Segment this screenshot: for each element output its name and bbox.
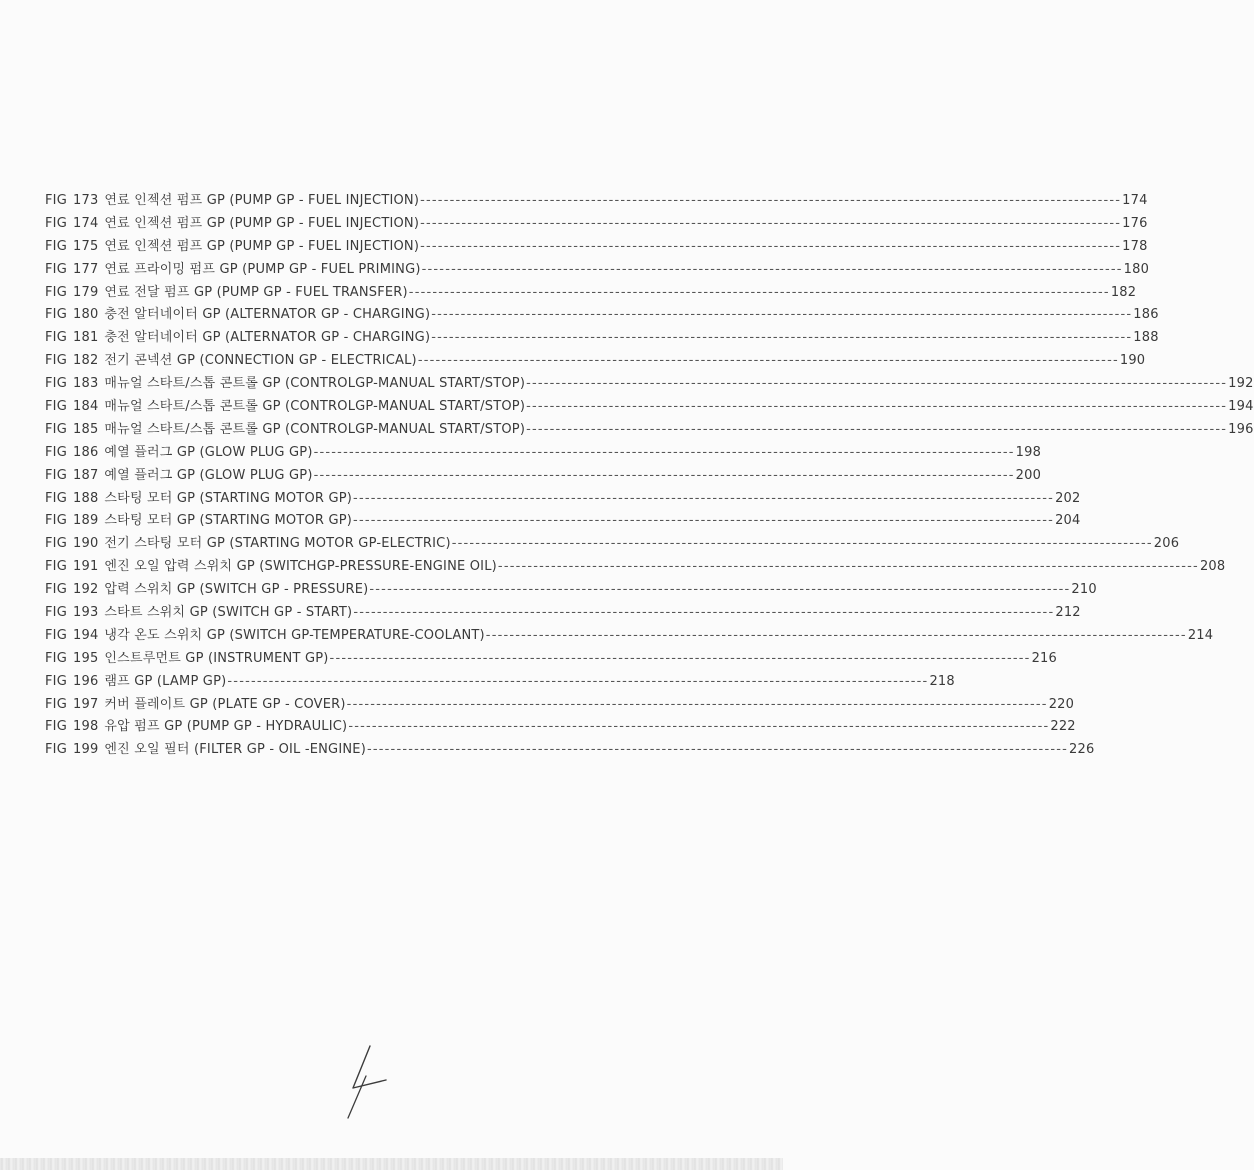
entry-title: 전기 스타팅 모터 GP (STARTING MOTOR GP-ELECTRIC) [104, 536, 451, 552]
entry-title: 냉각 온도 스위치 GP (SWITCH GP-TEMPERATURE-COOLANT) [104, 627, 485, 643]
toc-entry [45, 601, 1081, 624]
dot-leader [420, 216, 1121, 231]
figure-number: 187 [73, 467, 99, 483]
figure-number: 173 [73, 193, 99, 208]
figure-number: 199 [73, 742, 99, 758]
figure-label: FIG [45, 307, 67, 323]
entry-title: 유압 펌프 GP (PUMP GP - HYDRAULIC) [104, 719, 348, 735]
toc-entry [45, 349, 1146, 372]
toc-entry [45, 418, 1254, 441]
toc-entry [45, 738, 1095, 761]
figure-reference [45, 582, 104, 597]
dot-leader [452, 536, 1153, 551]
figure-number: 198 [73, 719, 99, 735]
toc-entry [45, 441, 1042, 464]
dot-leader [314, 445, 1015, 460]
entry-page-number: 186 [1133, 307, 1159, 323]
figure-label: FIG [45, 490, 67, 506]
dot-leader [353, 513, 1054, 528]
entry-title: 커버 플레이트 GP (PLATE GP - COVER) [104, 696, 346, 712]
entry-title: 스타팅 모터 GP (STARTING MOTOR GP) [104, 513, 353, 529]
toc-entry [45, 281, 1137, 304]
figure-number: 181 [73, 330, 99, 346]
toc-entry [45, 487, 1081, 510]
figure-label: FIG [45, 284, 67, 300]
dot-leader [420, 193, 1121, 208]
figure-reference [45, 605, 104, 620]
toc-entry [45, 578, 1097, 601]
figure-label: FIG [45, 193, 67, 208]
entry-page-number: 214 [1187, 627, 1214, 643]
dot-leader [526, 422, 1227, 437]
figure-number: 189 [73, 513, 99, 529]
toc-entry [45, 647, 1057, 670]
entry-page-number: 188 [1133, 330, 1159, 346]
figure-number: 197 [73, 696, 99, 712]
dot-leader [314, 468, 1015, 483]
entry-page-number: 190 [1119, 353, 1146, 369]
entry-page-number: 206 [1153, 536, 1180, 552]
dot-leader [347, 697, 1048, 712]
entry-page-number: 200 [1015, 467, 1042, 483]
figure-reference [45, 399, 104, 414]
entry-title: 연료 인젝션 펌프 GP (PUMP GP - FUEL INJECTION) [104, 238, 420, 254]
figure-reference [45, 559, 104, 574]
figure-label: FIG [45, 238, 67, 254]
toc-entry [45, 303, 1159, 326]
dot-leader [353, 491, 1054, 506]
figure-reference [45, 628, 104, 643]
figure-reference [45, 742, 104, 757]
figure-reference [45, 536, 104, 551]
figure-number: 194 [73, 627, 99, 643]
dot-leader [431, 330, 1132, 345]
toc-entry [45, 464, 1042, 487]
entry-title: 매뉴얼 스타트/스톱 콘트롤 GP (CONTROLGP-MANUAL START/STOP) [104, 376, 526, 392]
entry-page-number: 180 [1123, 261, 1150, 277]
entry-page-number: 176 [1122, 215, 1148, 231]
entry-page-number: 218 [929, 673, 955, 689]
figure-reference [45, 307, 104, 322]
entry-title: 연료 인젝션 펌프 GP (PUMP GP - FUEL INJECTION) [104, 193, 420, 208]
entry-title: 연료 프라이밍 펌프 GP (PUMP GP - FUEL PRIMING) [104, 261, 421, 277]
figure-label: FIG [45, 719, 67, 735]
entry-title: 매뉴얼 스타트/스톱 콘트롤 GP (CONTROLGP-MANUAL START/STOP) [104, 421, 526, 437]
figure-label: FIG [45, 696, 67, 712]
handwritten-page-number [340, 1040, 400, 1120]
figure-number: 174 [73, 215, 99, 231]
figure-label: FIG [45, 261, 67, 277]
figure-label: FIG [45, 582, 67, 598]
entry-title: 충전 알터네이터 GP (ALTERNATOR GP - CHARGING) [104, 307, 431, 323]
figure-label: FIG [45, 467, 67, 483]
figure-label: FIG [45, 513, 67, 529]
figure-number: 191 [73, 559, 99, 575]
figure-label: FIG [45, 673, 67, 689]
figure-reference [45, 468, 104, 483]
figure-reference [45, 193, 104, 208]
dot-leader [409, 285, 1110, 300]
entry-page-number: 208 [1199, 559, 1226, 575]
figure-reference [45, 491, 104, 506]
toc-entry [45, 555, 1226, 578]
entry-page-number: 198 [1015, 444, 1042, 460]
figure-label: FIG [45, 742, 67, 758]
entry-title: 연료 인젝션 펌프 GP (PUMP GP - FUEL INJECTION) [104, 215, 420, 231]
figure-number: 188 [73, 490, 99, 506]
figure-reference [45, 353, 104, 368]
figure-label: FIG [45, 444, 67, 460]
figure-reference [45, 262, 104, 277]
entry-page-number: 204 [1055, 513, 1081, 529]
toc-entry [45, 189, 1148, 212]
entry-title: 엔진 오일 압력 스위치 GP (SWITCHGP-PRESSURE-ENGINE OIL) [104, 559, 497, 575]
figure-number: 180 [73, 307, 99, 323]
entry-title: 인스트루먼트 GP (INSTRUMENT GP) [104, 650, 329, 666]
toc-entry [45, 509, 1081, 532]
scan-edge-artifact [0, 1158, 783, 1170]
toc-entry [45, 372, 1254, 395]
dot-leader [431, 307, 1132, 322]
toc-entry [45, 715, 1076, 738]
figure-label: FIG [45, 559, 67, 575]
figure-number: 192 [73, 582, 99, 598]
figure-label: FIG [45, 330, 67, 346]
entry-title: 연료 전달 펌프 GP (PUMP GP - FUEL TRANSFER) [104, 284, 408, 300]
toc-entry [45, 258, 1150, 281]
entry-page-number: 202 [1055, 490, 1081, 506]
figure-number: 182 [73, 353, 99, 369]
figure-number: 196 [73, 673, 99, 689]
figure-number: 193 [73, 605, 99, 621]
figure-number: 190 [73, 536, 99, 552]
figure-label: FIG [45, 376, 67, 392]
figure-number: 185 [73, 421, 99, 437]
figure-label: FIG [45, 215, 67, 231]
figure-label: FIG [45, 353, 67, 369]
entry-page-number: 226 [1069, 742, 1095, 758]
entry-page-number: 194 [1228, 399, 1254, 415]
figure-reference [45, 513, 104, 528]
figure-number: 179 [73, 284, 99, 300]
figure-label: FIG [45, 536, 67, 552]
dot-leader [227, 674, 928, 689]
figure-number: 186 [73, 444, 99, 460]
entry-title: 램프 GP (LAMP GP) [104, 673, 227, 689]
dot-leader [422, 262, 1123, 277]
figure-reference [45, 376, 104, 391]
figure-number: 195 [73, 650, 99, 666]
entry-page-number: 182 [1110, 284, 1137, 300]
figure-label: FIG [45, 421, 67, 437]
figure-reference [45, 445, 104, 460]
entry-title: 충전 알터네이터 GP (ALTERNATOR GP - CHARGING) [104, 330, 431, 346]
dot-leader [348, 719, 1049, 734]
entry-page-number: 174 [1122, 193, 1148, 208]
dot-leader [486, 628, 1187, 643]
entry-title: 스타트 스위치 GP (SWITCH GP - START) [104, 605, 353, 621]
figure-reference [45, 330, 104, 345]
figure-number: 177 [73, 261, 99, 277]
table-of-contents [45, 189, 1254, 761]
entry-title: 전기 콘넥션 GP (CONNECTION GP - ELECTRICAL) [104, 353, 417, 369]
dot-leader [353, 605, 1054, 620]
toc-entry [45, 326, 1159, 349]
toc-entry [45, 693, 1075, 716]
entry-title: 매뉴얼 스타트/스톱 콘트롤 GP (CONTROLGP-MANUAL START/STOP) [104, 399, 526, 415]
entry-title: 예열 플러그 GP (GLOW PLUG GP) [104, 467, 313, 483]
toc-entry [45, 670, 955, 693]
figure-label: FIG [45, 605, 67, 621]
dot-leader [498, 559, 1199, 574]
entry-page-number: 222 [1050, 719, 1076, 735]
entry-title: 예열 플러그 GP (GLOW PLUG GP) [104, 444, 313, 460]
entry-page-number: 192 [1228, 376, 1254, 392]
figure-reference [45, 216, 104, 231]
figure-reference [45, 422, 104, 437]
dot-leader [526, 399, 1227, 414]
figure-label: FIG [45, 627, 67, 643]
entry-page-number: 210 [1071, 582, 1097, 598]
figure-label: FIG [45, 650, 67, 666]
figure-reference [45, 239, 104, 254]
figure-reference [45, 285, 104, 300]
entry-page-number: 220 [1048, 696, 1075, 712]
dot-leader [526, 376, 1227, 391]
figure-reference [45, 674, 104, 689]
figure-number: 184 [73, 399, 99, 415]
dot-leader [330, 651, 1031, 666]
toc-entry [45, 235, 1148, 258]
entry-page-number: 178 [1122, 238, 1148, 254]
toc-entry [45, 212, 1148, 235]
figure-reference [45, 697, 104, 712]
toc-entry [45, 624, 1214, 647]
entry-page-number: 196 [1228, 421, 1254, 437]
dot-leader [418, 353, 1119, 368]
toc-entry [45, 395, 1254, 418]
toc-entry [45, 532, 1180, 555]
figure-reference [45, 719, 104, 734]
entry-title: 스타팅 모터 GP (STARTING MOTOR GP) [104, 490, 353, 506]
figure-number: 175 [73, 238, 99, 254]
entry-page-number: 216 [1031, 650, 1057, 666]
dot-leader [420, 239, 1121, 254]
figure-number: 183 [73, 376, 99, 392]
figure-label: FIG [45, 399, 67, 415]
dot-leader [367, 742, 1068, 757]
figure-reference [45, 651, 104, 666]
entry-title: 엔진 오일 필터 (FILTER GP - OIL -ENGINE) [104, 742, 366, 758]
entry-title: 압력 스위치 GP (SWITCH GP - PRESSURE) [104, 582, 369, 598]
dot-leader [369, 582, 1070, 597]
entry-page-number: 212 [1055, 605, 1081, 621]
